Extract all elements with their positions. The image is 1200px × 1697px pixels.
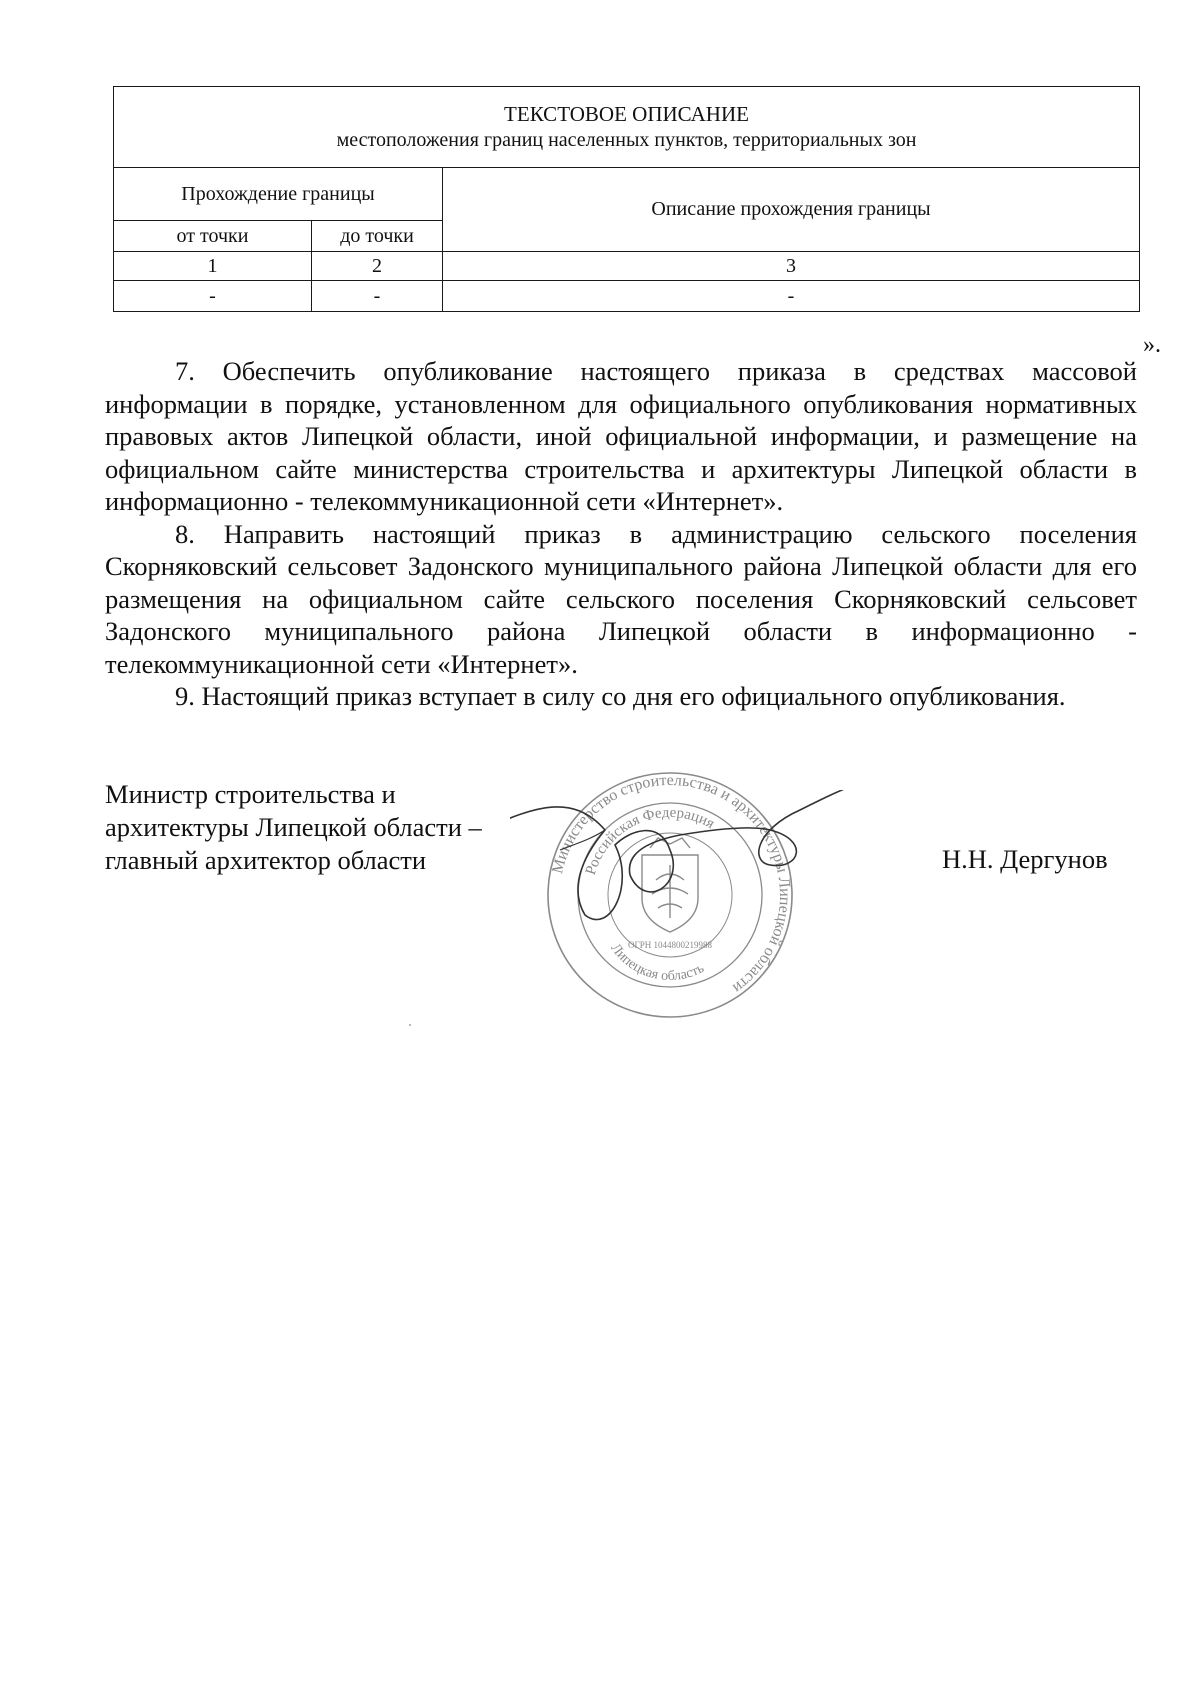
column-number: 1 (114, 252, 312, 281)
table-cell: - (312, 281, 443, 312)
position-line: архитектуры Липецкой области – (105, 812, 482, 842)
column-number: 3 (443, 252, 1140, 281)
table-row (114, 281, 1140, 312)
position-line: главный архитектор области (105, 845, 427, 875)
stamp-bottom-text: Липецкая область (607, 941, 707, 985)
stamp-inner-text: Российская Федерация (582, 804, 718, 877)
table-cell: - (443, 281, 1140, 312)
body-text (105, 355, 1137, 713)
boundary-description-table (113, 86, 1140, 312)
paragraph-9: 9. Настоящий приказ вступает в силу со дня его официального опубликования. (175, 681, 1066, 711)
table-cell: - (114, 281, 312, 312)
table-subtitle: местоположения границ населенных пунктов, территориальных зон (336, 128, 917, 151)
handwritten-signature (510, 790, 850, 940)
signatory-position (105, 778, 482, 877)
header-to-point: до точки (312, 221, 443, 252)
table-title: ТЕКСТОВОЕ ОПИСАНИЕ (504, 102, 749, 127)
position-line: Министр строительства и (105, 779, 396, 809)
table-row (114, 252, 1140, 281)
stamp-ogrn: ОГРН 1044800219988 (628, 940, 712, 950)
closing-quote: ». (1143, 332, 1161, 358)
header-from-point: от точки (114, 221, 312, 252)
paragraph-8: 8. Направить настоящий приказ в администрацию сельского поселения Скорняковский сельсовет Задонского муниципального района Липецкой области для его размещения на официальном сайте сельского поселения Скорняковский сельсовет Задонского муниципального района Липецкой области в информационно - телекоммуникационной сети «Интернет». (105, 518, 1137, 679)
paragraph-7: 7. Обеспечить опубликование настоящего приказа в средствах массовой информации в порядке, установленном для официального опубликования нормативных правовых актов Липецкой области, иной официальной информации, и размещение на официальном сайте министерства строительства и архитектуры Липецкой области в информационно - телекоммуникационной сети «Интернет». (105, 356, 1137, 516)
header-description: Описание прохождения границы (443, 168, 1140, 252)
scan-speck (409, 1024, 411, 1026)
stamp-outer-text: Министерство строительства и архитектуры Липецкой области (549, 771, 794, 997)
table-title-cell (114, 87, 1140, 168)
column-number: 2 (312, 252, 443, 281)
header-passage: Прохождение границы (114, 168, 443, 221)
signatory-name: Н.Н. Дергунов (942, 844, 1108, 874)
